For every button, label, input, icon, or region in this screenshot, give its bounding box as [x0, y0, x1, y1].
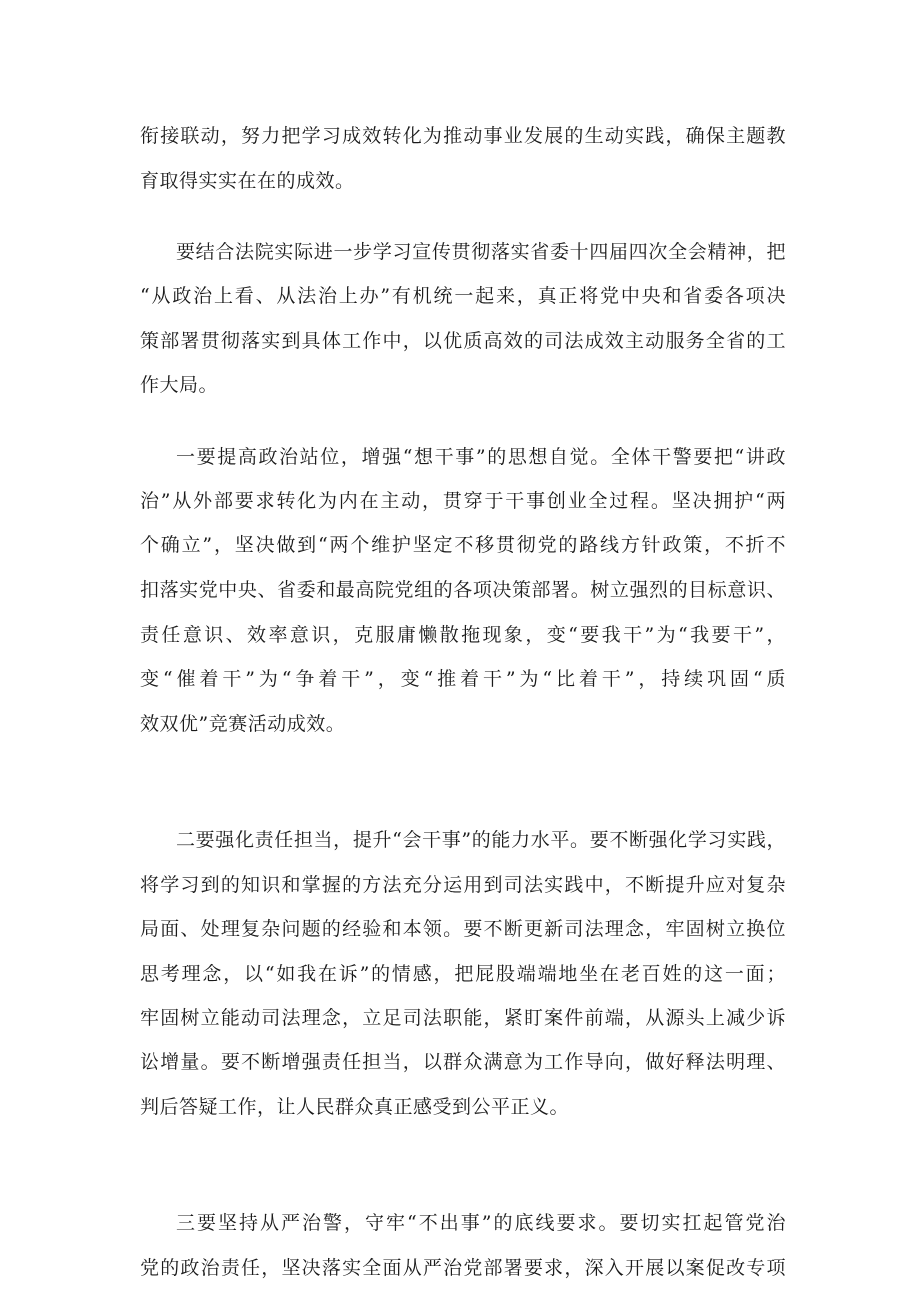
paragraph-4-line-7: 判后答疑工作，让人民群众真正感受到公平正义。 [140, 1096, 570, 1118]
paragraph-1-line-2: 育取得实实在在的成效。 [140, 170, 355, 192]
paragraph-2-line-1: 要结合法院实际进一步学习宣传贯彻落实省委十四届四次全会精神，把 [176, 241, 786, 263]
paragraph-3-line-4: 扣落实党中央、省委和最高院党组的各项决策部署。树立强烈的目标意识、 [140, 579, 786, 601]
paragraph-5-line-1: 三要坚持从严治警，守牢“不出事”的底线要求。要切实扛起管党治 [176, 1212, 786, 1234]
paragraph-4-line-1: 二要强化责任担当，提升“会干事”的能力水平。要不断强化学习实践， [176, 829, 786, 851]
paragraph-4-line-4: 思考理念，以“如我在诉”的情感，把屁股端端地坐在老百姓的这一面； [140, 963, 786, 985]
paragraph-4-line-6: 讼增量。要不断增强责任担当，以群众满意为工作导向，做好释法明理、 [140, 1051, 786, 1073]
paragraph-5-line-2: 党的政治责任，坚决落实全面从严治党部署要求，深入开展以案促改专项 [140, 1257, 786, 1279]
paragraph-4-line-2: 将学习到的知识和掌握的方法充分运用到司法实践中，不断提升应对复杂 [140, 874, 786, 896]
paragraph-2-line-3: 策部署贯彻落实到具体工作中，以优质高效的司法成效主动服务全省的工 [140, 330, 786, 352]
paragraph-3-line-2: 治”从外部要求转化为内在主动，贯穿于干事创业全过程。坚决拥护“两 [140, 490, 786, 512]
paragraph-3-line-5: 责任意识、效率意识，克服庸懒散拖现象，变“要我干”为“我要干”， [140, 624, 786, 646]
paragraph-1-line-1: 衔接联动，努力把学习成效转化为推动事业发展的生动实践，确保主题教 [140, 125, 786, 147]
paragraph-3-line-3: 个确立”，坚决做到“两个维护坚定不移贯彻党的路线方针政策，不折不 [140, 534, 786, 556]
paragraph-3-line-1: 一要提高政治站位，增强“想干事”的思想自觉。全体干警要把“讲政 [176, 446, 786, 468]
paragraph-3-line-7: 效双优”竞赛活动成效。 [140, 713, 346, 735]
paragraph-4-line-5: 牢固树立能动司法理念，立足司法职能，紧盯案件前端，从源头上减少诉 [140, 1007, 786, 1029]
paragraph-2-line-4: 作大局。 [140, 374, 219, 396]
paragraph-2-line-2: “从政治上看、从法治上办”有机统一起来，真正将党中央和省委各项决 [140, 285, 786, 307]
paragraph-3-line-6: 变“催着干”为“争着干”，变“推着干”为“比着干”，持续巩固“质 [140, 668, 786, 690]
paragraph-4-line-3: 局面、处理复杂问题的经验和本领。要不断更新司法理念，牢固树立换位 [140, 918, 786, 940]
